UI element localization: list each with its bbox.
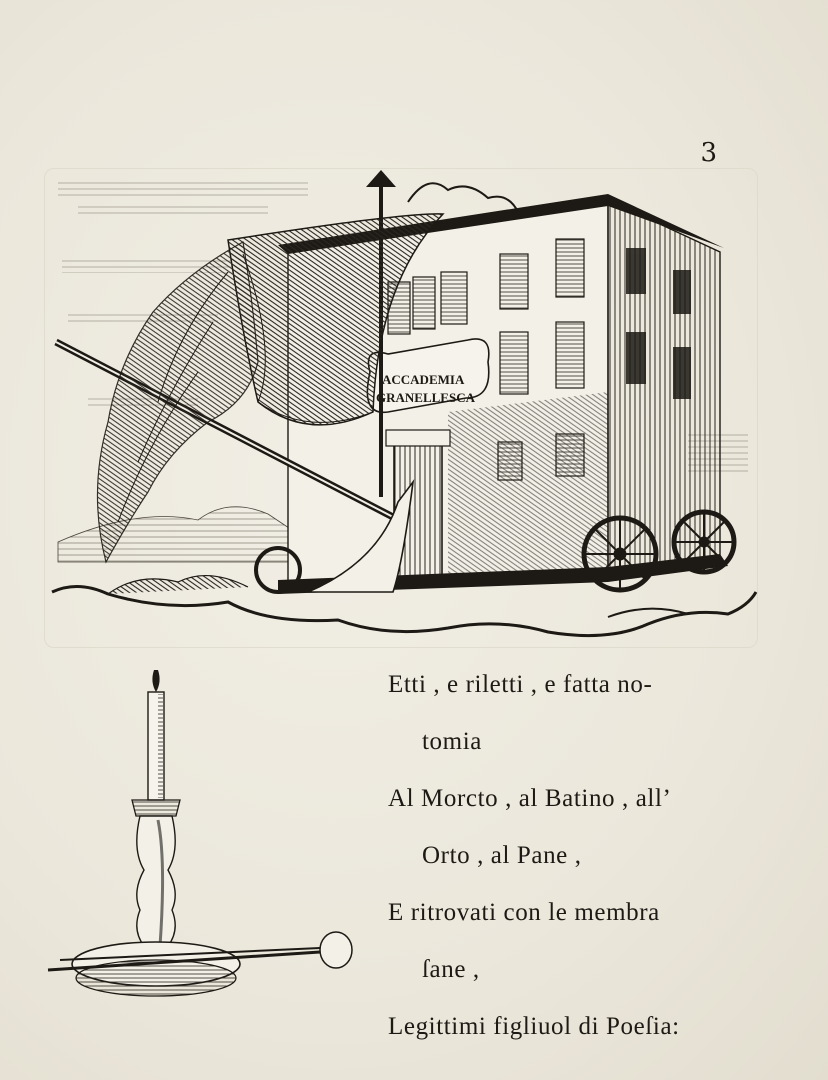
verse-line-5: E ritrovati con le membra [388,899,660,926]
candlestick-engraving [40,660,370,1010]
academy-engraving [48,162,764,648]
verse-line-2: tomia [422,728,482,755]
sign-line-1: ACCADEMIA [382,372,465,387]
verse-line-7: Legittimi figliuol di Poeſia: [388,1013,680,1040]
sign-line-2: GRANELLESCA [376,390,475,405]
poem-text [388,656,788,1055]
page-number: 3 [700,138,718,168]
verse-line-4: Orto , al Pane , [422,842,582,869]
scrollwork-base [52,586,756,635]
verse-line-6: ſane , [422,956,480,983]
verse-line-3: Al Morcto , al Batino , all’ [388,785,672,812]
verse-line-1: Etti , e riletti , e fatta no- [388,671,653,698]
